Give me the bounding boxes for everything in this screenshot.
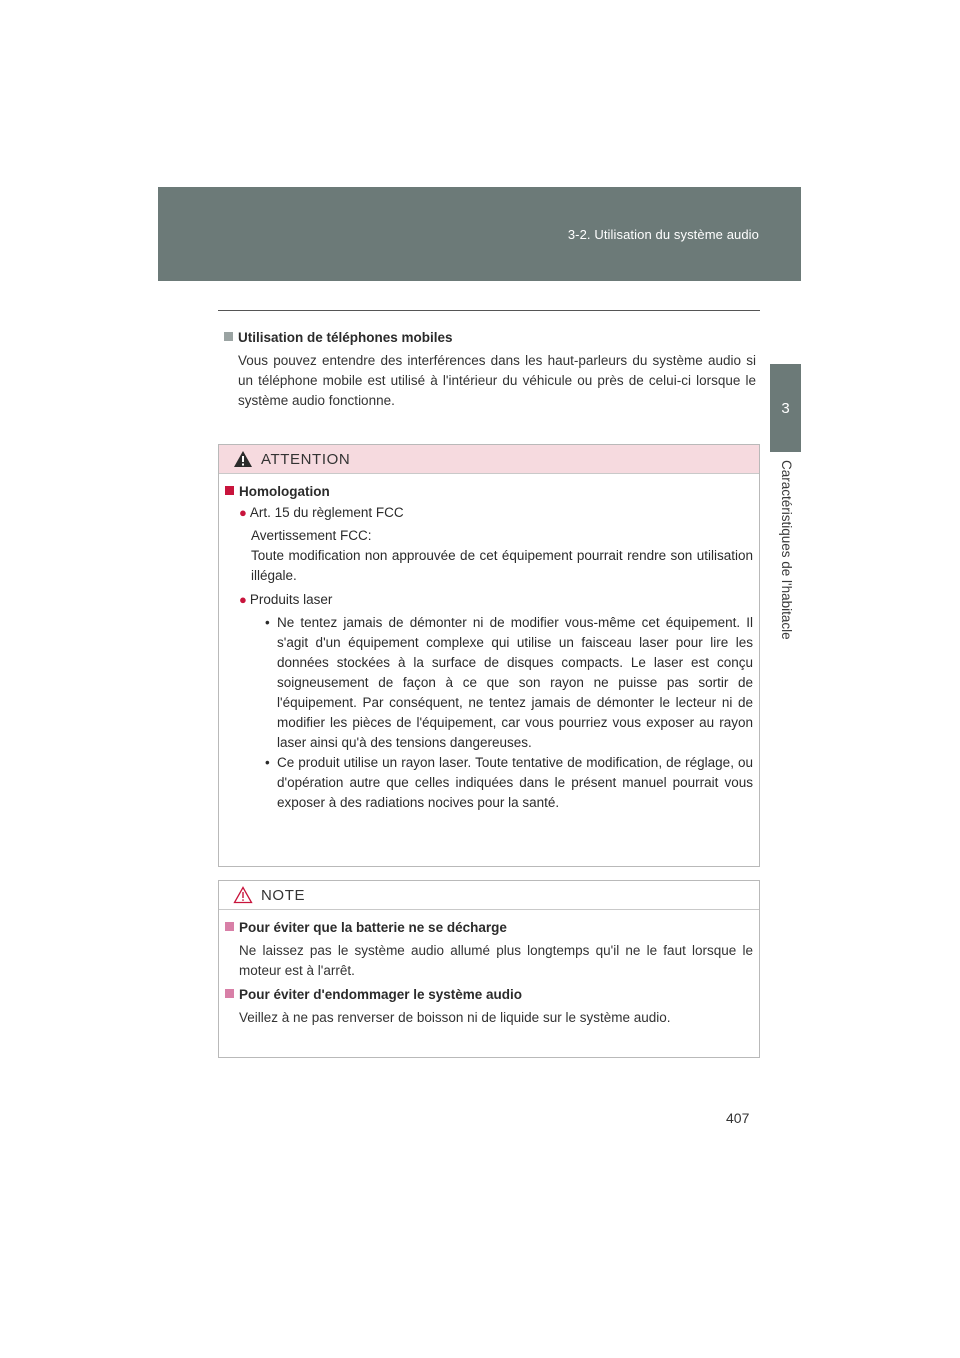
chapter-side-caption-wrap bbox=[774, 460, 798, 820]
attention-title: ATTENTION bbox=[261, 450, 351, 468]
chapter-number-tab: 3 bbox=[770, 364, 801, 452]
attention-heading: Homologation bbox=[225, 484, 753, 499]
note-body bbox=[219, 910, 759, 1040]
section-divider bbox=[218, 310, 760, 311]
square-bullet-icon bbox=[225, 989, 234, 998]
warning-triangle-icon bbox=[233, 450, 253, 468]
caution-triangle-outline-icon bbox=[233, 886, 253, 904]
chapter-side-caption: Caractéristiques de l'habitacle bbox=[779, 460, 794, 640]
note-text-audio: Veillez à ne pas renverser de boisson ni de liquide sur le système audio. bbox=[239, 1010, 671, 1025]
attention-box bbox=[218, 444, 760, 867]
dot-bullet-icon: ● bbox=[239, 592, 247, 607]
attention-body bbox=[219, 474, 759, 825]
note-header bbox=[219, 881, 759, 910]
note-text-battery: Ne laissez pas le système audio allumé plus longtemps qu'il ne le faut lorsque le moteur est à l'arrêt. bbox=[239, 943, 753, 978]
dot-bullet-icon: ● bbox=[239, 505, 247, 520]
attention-item-laser: ● Produits laser bbox=[239, 592, 333, 607]
chapter-title: 3-2. Utilisation du système audio bbox=[567, 227, 759, 242]
section-paragraph: Vous pouvez entendre des interférences dans les haut-parleurs du système audio si un téléphone mobile est utilisé à l'intérieur du véhicule ou près de celui-ci lorsque le système audio fonctionne. bbox=[238, 353, 756, 408]
note-title: NOTE bbox=[261, 886, 306, 904]
laser-bullet-list bbox=[265, 613, 753, 813]
bullet-mark: • bbox=[265, 755, 270, 770]
attention-item-fcc: ● Art. 15 du règlement FCC bbox=[239, 505, 404, 520]
chapter-header-band bbox=[158, 187, 801, 281]
square-bullet-icon bbox=[225, 922, 234, 931]
note-box bbox=[218, 880, 760, 1058]
fcc-warning-text: Avertissement FCC: Toute modification non approuvée de cet équipement pourrait rendre son utilisation illégale. bbox=[251, 528, 753, 583]
section-mobile-phones bbox=[224, 330, 756, 411]
attention-header bbox=[219, 445, 759, 474]
page-number: 407 bbox=[726, 1110, 750, 1126]
bullet-mark: • bbox=[265, 615, 270, 630]
square-bullet-icon bbox=[225, 486, 234, 495]
list-item: • Ne tentez jamais de démonter ni de modifier vous-même cet équipement. Il s'agit d'un équipement complexe qui utilise un faisceau laser pour lire les données stockées à la surface de disques compacts. Le laser est conçu soigneusement de façon à ce que son rayon ne puisse pas sortir de l'équipement. Par conséquent, ne tentez jamais de démonter le lecteur ni de modifier les pièces de l'équipement, car vous pourriez vous exposer au rayon laser ainsi qu'à des tensions dangereuses. bbox=[265, 613, 753, 753]
section-heading: Utilisation de téléphones mobiles bbox=[224, 330, 756, 345]
note-heading-battery: Pour éviter que la batterie ne se décharge bbox=[225, 920, 753, 935]
square-bullet-icon bbox=[224, 332, 233, 341]
list-item: • Ce produit utilise un rayon laser. Toute tentative de modification, de réglage, ou d'opération autre que celles indiquées dans le présent manuel pourrait vous exposer à des radiations nocives pour la santé. bbox=[265, 753, 753, 813]
note-heading-audio: Pour éviter d'endommager le système audio bbox=[225, 987, 753, 1002]
